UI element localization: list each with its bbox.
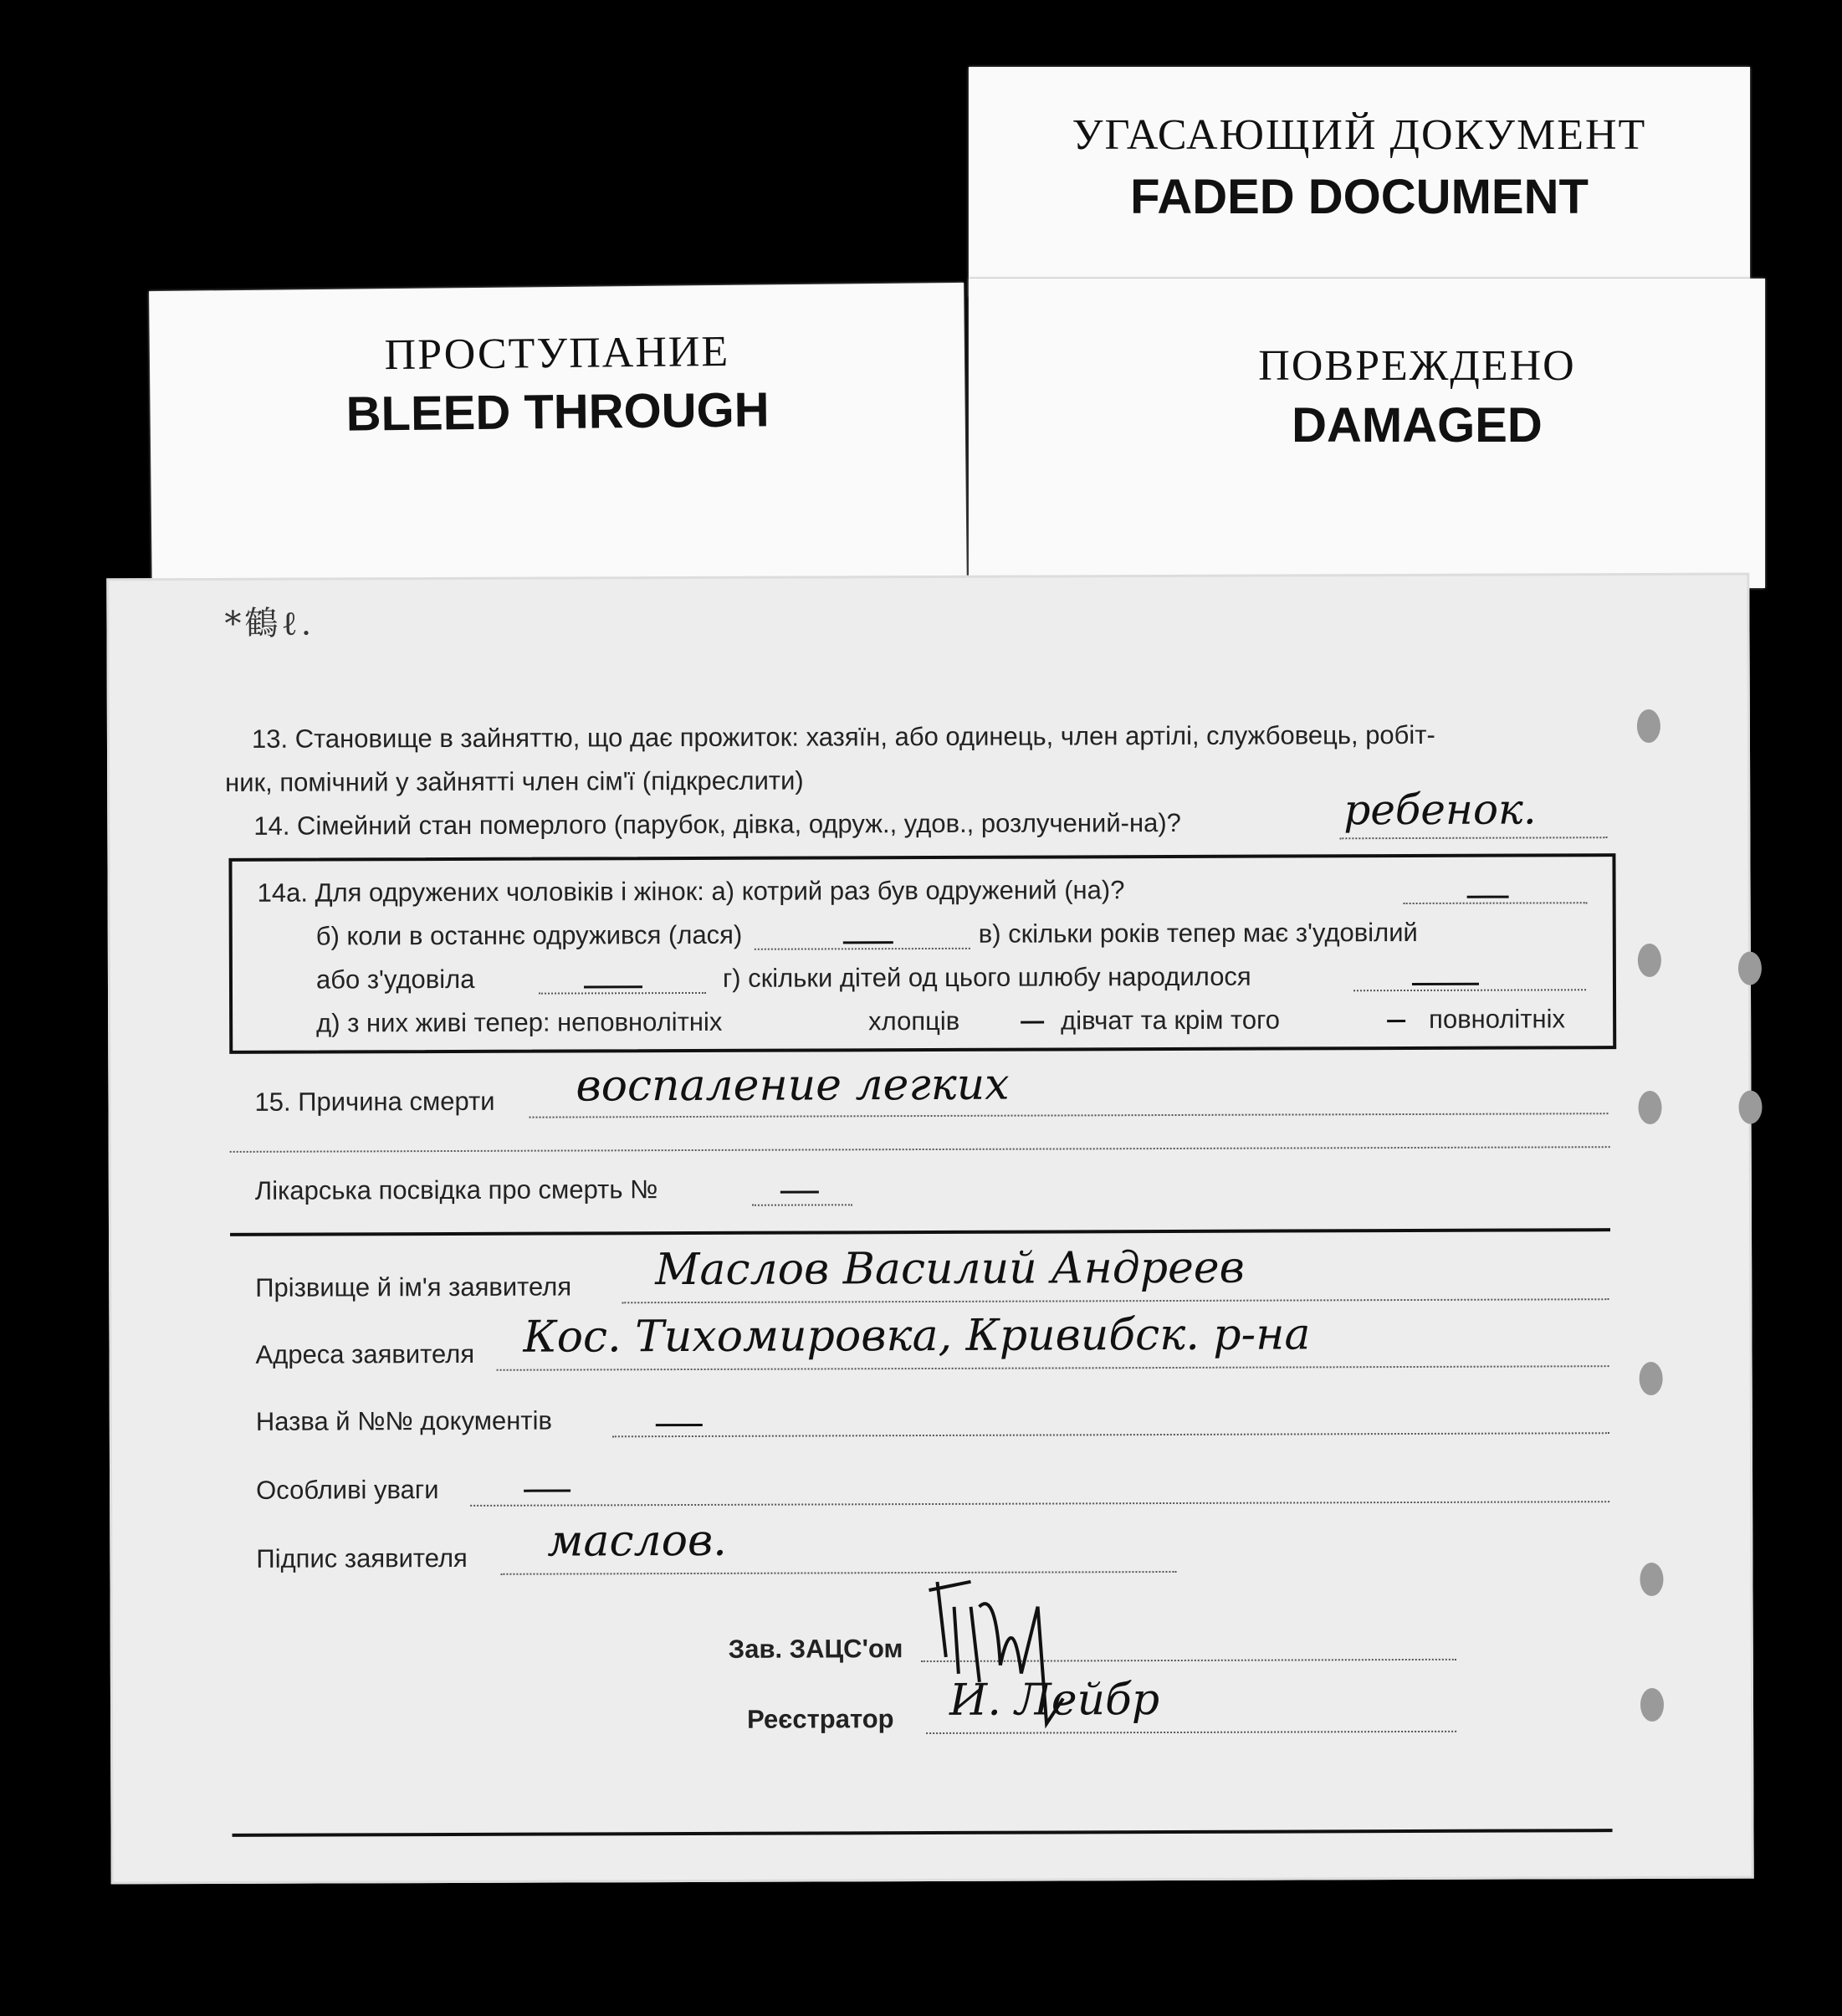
death-record-form	[106, 573, 1753, 1885]
bleed-through-card	[149, 283, 967, 601]
applicant-address-line	[497, 1365, 1609, 1371]
item-14a-line-4b: хлопців	[868, 1005, 960, 1036]
item-14a-line-3a: або з'удовіла	[315, 964, 475, 995]
damaged-card-russian: ПОВРЕЖДЕНО	[1258, 342, 1576, 390]
item-15-label: 15. Причина смерти	[254, 1086, 495, 1117]
item-14a-b-dash	[843, 941, 893, 944]
applicant-name-line	[622, 1298, 1609, 1303]
registrar-signature: И. Лейбр	[949, 1675, 1160, 1726]
item-14a-v-dash	[584, 985, 642, 988]
item-14a-a-dash	[1467, 896, 1509, 898]
item-14a-line-2b: в) скільки років тепер має з'удовілий	[978, 917, 1418, 949]
punch-hole	[1738, 952, 1762, 985]
bleed-card-english: BLEED THROUGH	[345, 382, 770, 442]
item-13-line-1: 13. Становище в зайняттю, що дає прожиток: хазяїн, або одинець, член артілі, службовець, робіт-	[251, 719, 1435, 754]
item-14a-box	[228, 853, 1616, 1054]
punch-hole	[1638, 1091, 1661, 1124]
item-14a-line-3b: г) скільки дітей од цього шлюбу народилося	[722, 961, 1251, 993]
applicant-name-label: Прізвище й ім'я заявителя	[255, 1272, 572, 1302]
signature-label: Підпис заявителя	[256, 1543, 468, 1573]
damaged-card-english: DAMAGED	[1292, 398, 1543, 453]
applicant-address-label: Адреса заявителя	[255, 1338, 475, 1369]
item-14a-a-line	[1404, 902, 1588, 904]
remarks-label: Особливі уваги	[256, 1475, 439, 1505]
documents-dash	[656, 1424, 703, 1426]
damaged-card	[969, 279, 1765, 588]
remarks-line	[470, 1501, 1609, 1507]
item-14-value: ребенок.	[1343, 785, 1537, 835]
item-14a-boys-dash	[1021, 1021, 1044, 1024]
punch-hole	[1638, 944, 1661, 977]
section-divider-bottom	[233, 1829, 1613, 1837]
punch-hole	[1738, 1091, 1762, 1124]
item-14a-g-dash	[1412, 983, 1479, 985]
punch-hole	[1637, 709, 1660, 743]
section-divider-top	[230, 1228, 1610, 1236]
bleed-card-russian: ПРОСТУПАНИЕ	[384, 327, 730, 380]
faded-card-russian: УГАСАЮЩИЙ ДОКУМЕНТ	[1072, 111, 1647, 159]
documents-line	[612, 1432, 1609, 1437]
punch-hole	[1640, 1688, 1664, 1722]
item-13-line-2: ник, помічний у зайнятті член сім'ї (підкреслити)	[225, 765, 804, 797]
head-label: Зав. ЗАЦС'ом	[728, 1634, 903, 1664]
item-14a-b-line	[755, 948, 970, 950]
corner-stamp: *鶴ℓ.	[224, 604, 315, 643]
item-14a-line-4a: д) з них живі тепер: неповнолітніх	[316, 1006, 723, 1038]
item-15-line	[530, 1113, 1609, 1118]
item-14a-g-line	[1353, 989, 1586, 991]
item-15-value: воспаление легких	[576, 1059, 1010, 1112]
item-14a-v-line	[539, 992, 706, 995]
item-14a-girls-dash	[1387, 1020, 1405, 1022]
certificate-dash	[780, 1190, 819, 1193]
faded-card-english: FADED DOCUMENT	[1130, 170, 1589, 224]
faded-document-card	[969, 67, 1750, 297]
punch-hole	[1640, 1563, 1663, 1596]
item-14a-line-4d: повнолітніх	[1429, 1004, 1566, 1034]
item-15-line-2	[230, 1146, 1610, 1153]
certificate-label: Лікарська посвідка про смерть №	[254, 1174, 658, 1205]
item-14-line	[1339, 837, 1607, 839]
applicant-address-value: Кос. Тихомировка, Кривибск. р-на	[523, 1309, 1311, 1363]
documents-label: Назва й №№ документів	[255, 1405, 553, 1436]
item-14-label: 14. Сімейний стан померлого (парубок, дівка, одруж., удов., розлучений-на)?	[253, 807, 1181, 841]
item-14a-line-1: 14а. Для одружених чоловіків і жінок: а) котрий раз був одружений (на)?	[257, 875, 1125, 908]
applicant-name-value: Маслов Василий Андреев	[655, 1242, 1245, 1296]
remarks-dash	[524, 1490, 571, 1492]
item-14a-line-2a: б) коли в останнє одружився (лася)	[315, 919, 743, 951]
registrar-label: Реєстратор	[746, 1704, 894, 1734]
certificate-line	[752, 1204, 852, 1205]
punch-hole	[1640, 1362, 1663, 1395]
applicant-signature: маслов.	[547, 1515, 727, 1567]
item-14a-line-4c: дівчат та крім того	[1061, 1005, 1281, 1036]
